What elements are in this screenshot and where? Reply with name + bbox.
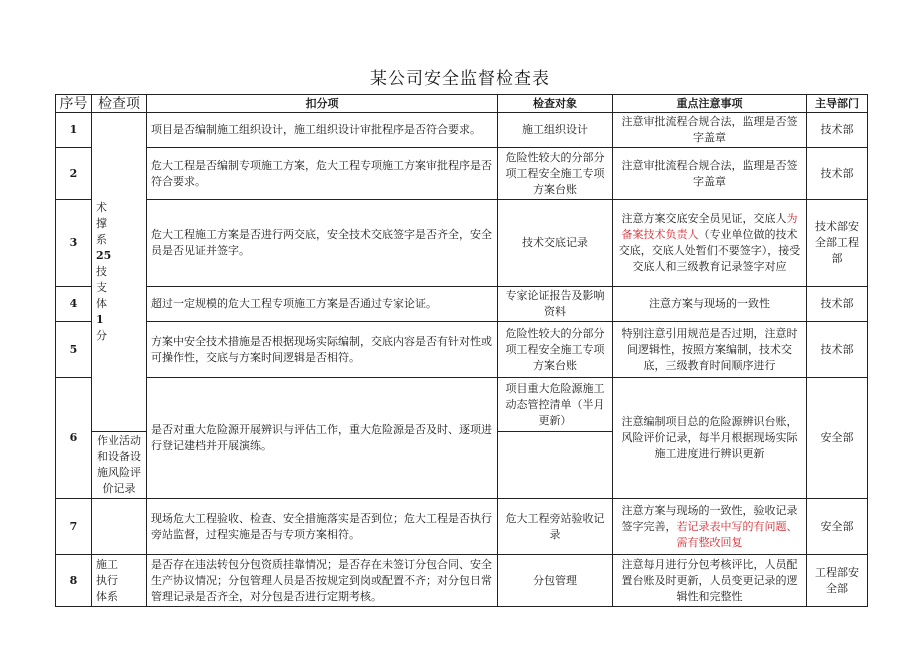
row-item: 超过一定规模的危大工程专项施工方案是否通过专家论证。 [147,287,498,322]
inspection-table [55,94,868,607]
row-dept: 技术部 [807,322,868,378]
row-focus: 特别注意引用规范是否过期，注意时间逻辑性，按照方案编制，技术交底，三级教育时间顺序进行 [613,322,807,378]
row-object: 危大工程旁站验收记录 [498,499,613,555]
category-line: 施工 [96,557,118,571]
category-line: 技 [96,265,107,278]
row-object: 项目重大危险源施工动态管控清单（半月更新） [498,378,613,432]
category-line: 分 [96,329,107,342]
row-focus [613,200,807,287]
row-seq: 7 [56,499,92,555]
row-focus [613,499,807,555]
row-focus: 注意审批流程合规合法，监理是否签字盖章 [613,113,807,148]
row-object: 危险性较大的分部分项工程安全施工专项方案台账 [498,148,613,200]
row-focus: 注意审批流程合规合法，监理是否签字盖章 [613,148,807,200]
row-item: 方案中安全技术措施是否根据现场实际编制，交底内容是否有针对性或可操作性，交底与方案时间逻辑是否相符。 [147,322,498,378]
row-seq: 3 [56,200,92,287]
row-dept: 技术部安全部工程部 [807,200,868,287]
table-row [56,113,868,148]
row-dept: 安全部 [807,378,868,499]
row-item: 是否存在违法转包分包资质挂靠情况；是否存在未签订分包合同、安全生产协议情况；分包管理人员是否按规定到岗或配置不齐；对分包日常管理记录是否齐全，对分包是否进行定期考核。 [147,555,498,607]
category-line: 执行 [96,573,118,587]
category-line: 体 [96,297,107,310]
table-row [56,555,868,607]
row-object: 作业活动和设备设施风险评价记录 [92,432,147,499]
category-line: 体系 [96,589,118,603]
header-dept: 主导部门 [807,95,868,113]
row-object: 施工组织设计 [498,113,613,148]
row-item: 是否对重大危险源开展辨识与评估工作，重大危险源是否及时、逐项进行登记建档并开展演练。 [147,378,498,499]
header-category: 检查项 [92,95,147,113]
row-object: 专家论证报告及影响资料 [498,287,613,322]
category-line: 25 [96,249,112,262]
header-deduction: 扣分项 [147,95,498,113]
category-line: 支 [96,281,107,294]
focus-text: 注意方案与现场的一致性，验收记录签字完善， [621,503,798,533]
row-dept: 技术部 [807,148,868,200]
row-focus: 注意方案与现场的一致性 [613,287,807,322]
focus-highlight: 若记录表中写的有问题、需有整改回复 [676,519,798,549]
row-seq: 1 [56,113,92,148]
category-empty [92,499,147,555]
header-seq: 序号 [56,95,92,113]
focus-text: 注意方案交底安全员见证，交底人 [621,212,787,225]
category-line: 系 [96,233,107,246]
row-object: 分包管理 [498,555,613,607]
row-focus: 注意每月进行分包考核评比，人员配置台账及时更新，人员变更记录的逻辑性和完整性 [613,555,807,607]
table-row [56,287,868,322]
row-item: 危大工程是否编制专项施工方案，危大工程专项施工方案审批程序是否符合要求。 [147,148,498,200]
row-item: 危大工程施工方案是否进行两交底，安全技术交底签字是否齐全，安全员是否见证并签字。 [147,200,498,287]
category-construction [92,555,147,607]
category-tech-support [92,113,147,432]
row-seq: 4 [56,287,92,322]
row-dept: 安全部 [807,499,868,555]
table-row [56,322,868,378]
table-row [56,499,868,555]
row-dept: 技术部 [807,287,868,322]
header-focus: 重点注意事项 [613,95,807,113]
row-dept: 工程部安全部 [807,555,868,607]
category-line: 撑 [96,217,107,230]
row-focus: 注意编制项目总的危险源辨识台账，风险评价记录，每半月根据现场实际施工进度进行辨识更新 [613,378,807,499]
row-seq: 2 [56,148,92,200]
row-object: 技术交底记录 [498,200,613,287]
table-row [56,148,868,200]
focus-highlight: 为备案技术负责人 [621,212,798,241]
row-dept: 技术部 [807,113,868,148]
row-item: 现场危大工程验收、检查、安全措施落实是否到位；危大工程是否执行旁站监督，过程实施是否与专项方案相符。 [147,499,498,555]
focus-text: （专业单位做的技术交底，交底人处暂们不要签字），接受交底人和三级教育记录签字对应 [618,228,801,273]
row-object: 危险性较大的分部分项工程安全施工专项方案台账 [498,322,613,378]
header-row [56,95,868,113]
category-line: 1 [96,313,104,326]
header-object: 检查对象 [498,95,613,113]
document-title: 某公司安全监督检查表 [370,69,550,89]
table-row [56,378,868,432]
table-row [56,200,868,287]
category-line: 术 [96,201,107,214]
row-seq: 8 [56,555,92,607]
row-item: 项目是否编制施工组织设计，施工组织设计审批程序是否符合要求。 [147,113,498,148]
row-seq: 5 [56,322,92,378]
row-seq: 6 [56,378,92,499]
